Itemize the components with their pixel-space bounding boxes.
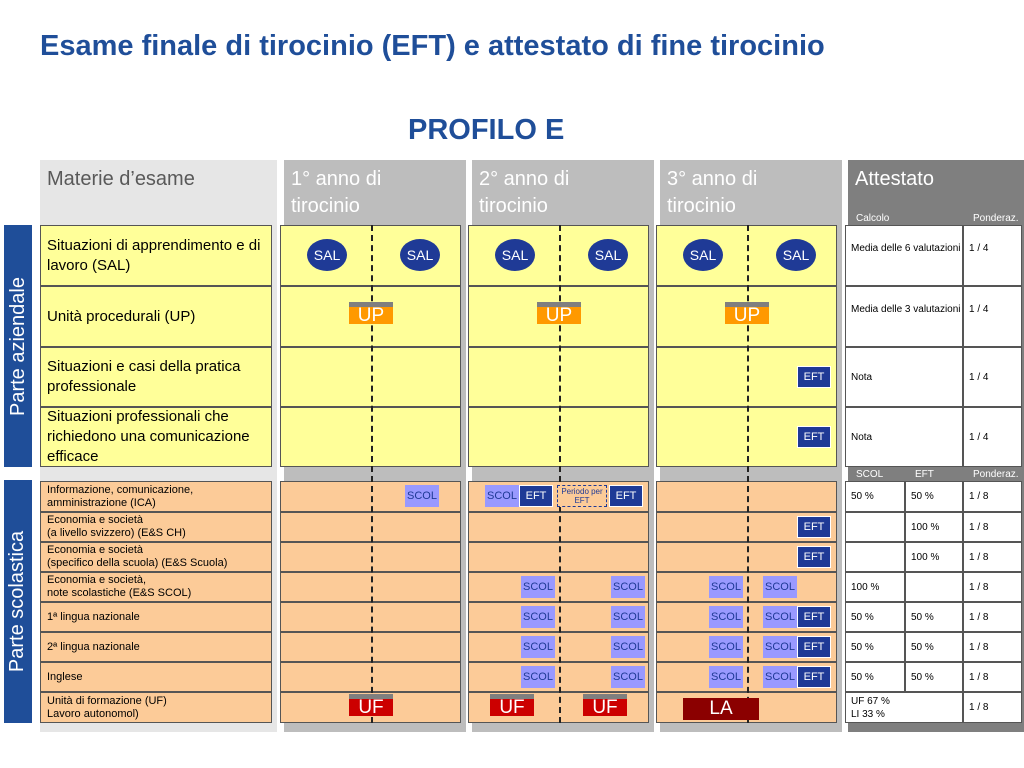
calcolo-header: Calcolo — [856, 213, 890, 224]
row-label-casi: Situazioni e casi della pratica professionale — [40, 347, 272, 407]
semester-divider — [747, 225, 749, 723]
att-eft-l2: 50 % — [905, 632, 963, 662]
scol-badge: SCOL — [521, 576, 555, 598]
ponderaz-header-top: Ponderaz. — [973, 213, 1019, 224]
scol-badge: SCOL — [709, 666, 743, 688]
sal-badge: SAL — [400, 239, 440, 271]
row-label-uf: Unità di formazione (UF) Lavoro autonomol) — [40, 692, 272, 723]
scol-badge: SCOL — [763, 576, 797, 598]
att-ponderaz-l1: 1 / 8 — [963, 602, 1022, 632]
scol-badge: SCOL — [485, 485, 519, 507]
year2-header: 2° anno di tirocinio — [479, 168, 570, 217]
la-badge: LA — [683, 698, 759, 720]
side-label-scolastica: Parte scolastica — [4, 480, 32, 723]
att-eft-essc: 100 % — [905, 542, 963, 572]
eft-badge: EFT — [797, 516, 831, 538]
row-label-es-scuola: Economia e società (specifico della scuola) (E&S Scuola) — [40, 542, 272, 572]
att-scol-ica: 50 % — [845, 481, 905, 512]
eft-header: EFT — [915, 469, 934, 480]
att-ponderaz-sal: 1 / 4 — [963, 225, 1022, 286]
sal-badge: SAL — [307, 239, 347, 271]
uf-badge: UF — [583, 694, 627, 716]
scol-badge: SCOL — [709, 606, 743, 628]
row-label-es-ch: Economia e società (a livello svizzero) (E&S CH) — [40, 512, 272, 542]
att-ponderaz-esscol: 1 / 8 — [963, 572, 1022, 602]
att-ponderaz-uf: 1 / 8 — [963, 692, 1022, 723]
scol-badge: SCOL — [611, 666, 645, 688]
eft-badge: EFT — [519, 485, 553, 507]
att-ponderaz-casi: 1 / 4 — [963, 347, 1022, 407]
row-label-lingua2: 2ª lingua nazionale — [40, 632, 272, 662]
att-eft-l1: 50 % — [905, 602, 963, 632]
att-eft-en: 50 % — [905, 662, 963, 692]
profile-subtitle: PROFILO E — [408, 114, 565, 146]
att-scol-en: 50 % — [845, 662, 905, 692]
year1-header: 1° anno di tirocinio — [291, 168, 382, 217]
year3-header: 3° anno di tirocinio — [667, 168, 758, 217]
sal-badge: SAL — [588, 239, 628, 271]
up-badge: UP — [537, 302, 581, 324]
att-ponderaz-en: 1 / 8 — [963, 662, 1022, 692]
scol-badge: SCOL — [709, 576, 743, 598]
periodo-eft-box: Periodo per EFT — [557, 485, 607, 507]
row-label-lingua1: 1ª lingua nazionale — [40, 602, 272, 632]
attestato-header: Attestato — [855, 168, 934, 190]
att-ponderaz-essc: 1 / 8 — [963, 542, 1022, 572]
scol-badge: SCOL — [521, 636, 555, 658]
att-ponderaz-up: 1 / 4 — [963, 286, 1022, 347]
att-scol-esscol: 100 % — [845, 572, 905, 602]
row-label-sal: Situazioni di apprendimento e di lavoro (SAL) — [40, 225, 272, 286]
eft-badge: EFT — [797, 546, 831, 568]
sal-badge: SAL — [683, 239, 723, 271]
scol-badge: SCOL — [763, 606, 797, 628]
row-label-ica: Informazione, comunicazione, amministrazione (ICA) — [40, 481, 272, 512]
scol-badge: SCOL — [763, 636, 797, 658]
semester-divider — [559, 225, 561, 723]
eft-badge: EFT — [797, 366, 831, 388]
att-eft-esch: 100 % — [905, 512, 963, 542]
scol-header: SCOL — [856, 469, 884, 480]
scol-badge: SCOL — [405, 485, 439, 507]
scol-badge: SCOL — [709, 636, 743, 658]
side-label-aziendale: Parte aziendale — [4, 225, 32, 467]
scol-badge: SCOL — [521, 606, 555, 628]
att-ponderaz-esch: 1 / 8 — [963, 512, 1022, 542]
att-scol-uf: UF 67 % LI 33 % — [845, 692, 963, 723]
row-label-comunicazione: Situazioni professionali che richiedono una comunicazione efficace — [40, 407, 272, 467]
eft-badge: EFT — [797, 666, 831, 688]
scol-badge: SCOL — [611, 636, 645, 658]
att-scol-l1: 50 % — [845, 602, 905, 632]
up-badge: UP — [725, 302, 769, 324]
att-eft-esscol — [905, 572, 963, 602]
scol-badge: SCOL — [521, 666, 555, 688]
eft-badge: EFT — [797, 636, 831, 658]
att-scol-esch — [845, 512, 905, 542]
att-ponderaz-l2: 1 / 8 — [963, 632, 1022, 662]
att-calcolo-com: Nota — [845, 407, 963, 467]
up-badge: UP — [349, 302, 393, 324]
uf-badge: UF — [490, 694, 534, 716]
scol-badge: SCOL — [611, 606, 645, 628]
uf-badge: UF — [349, 694, 393, 716]
att-ponderaz-ica: 1 / 8 — [963, 481, 1022, 512]
scol-badge: SCOL — [611, 576, 645, 598]
att-calcolo-casi: Nota — [845, 347, 963, 407]
att-calcolo-up: Media delle 3 valutazioni — [845, 286, 963, 347]
att-scol-l2: 50 % — [845, 632, 905, 662]
att-eft-ica: 50 % — [905, 481, 963, 512]
eft-badge: EFT — [797, 426, 831, 448]
semester-divider — [371, 225, 373, 723]
row-label-inglese: Inglese — [40, 662, 272, 692]
ponderaz-header-bottom: Ponderaz. — [973, 469, 1019, 480]
materie-header: Materie d’esame — [47, 168, 195, 190]
sal-badge: SAL — [495, 239, 535, 271]
att-ponderaz-com: 1 / 4 — [963, 407, 1022, 467]
scol-badge: SCOL — [763, 666, 797, 688]
page-title: Esame finale di tirocinio (EFT) e attestato di fine tirocinio — [40, 30, 825, 62]
sal-badge: SAL — [776, 239, 816, 271]
row-label-up: Unità procedurali (UP) — [40, 286, 272, 347]
row-label-es-scol: Economia e società, note scolastiche (E&S SCOL) — [40, 572, 272, 602]
eft-badge: EFT — [797, 606, 831, 628]
att-calcolo-sal: Media delle 6 valutazioni — [845, 225, 963, 286]
eft-badge: EFT — [609, 485, 643, 507]
att-scol-essc — [845, 542, 905, 572]
